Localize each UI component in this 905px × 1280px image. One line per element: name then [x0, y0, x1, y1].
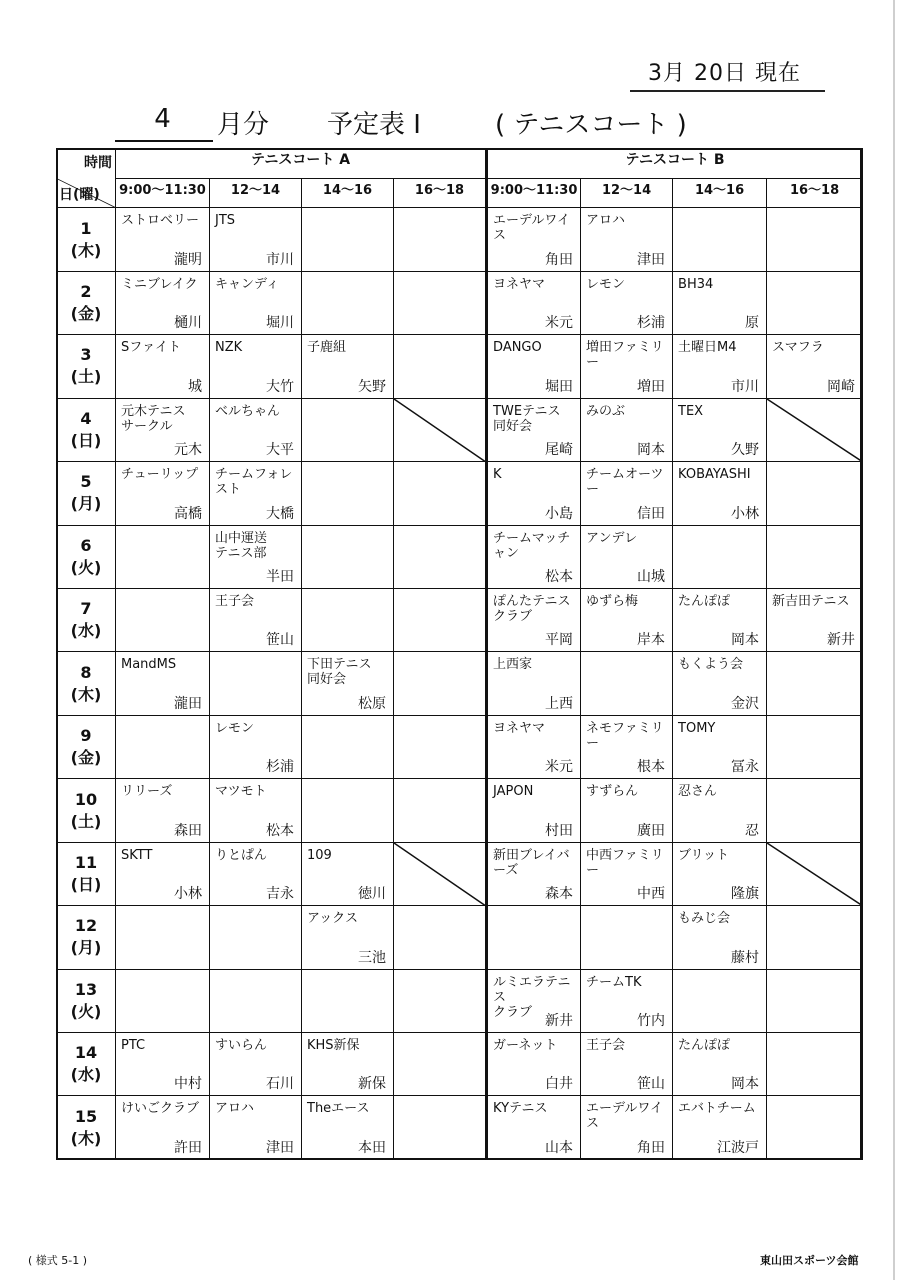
day-weekday: (土) — [70, 367, 102, 387]
team-name: リリーズ — [121, 784, 173, 800]
representative-name: 冨永 — [731, 759, 760, 776]
team-name: ベルちゃん — [215, 403, 281, 419]
representative-name: 米元 — [545, 315, 574, 332]
as-of-date-underline — [630, 90, 825, 92]
day-number: 7 — [80, 599, 92, 619]
representative-name: 上西 — [545, 695, 574, 712]
team-name: BH34 — [678, 276, 714, 292]
representative-name: 原 — [745, 315, 760, 332]
day-weekday: (木) — [70, 240, 102, 260]
representative-name: 小島 — [545, 505, 574, 522]
slot-header-a-3: 14～16 — [302, 178, 394, 208]
representative-name: 三池 — [358, 949, 386, 966]
day-number: 3 — [80, 345, 92, 365]
day-number: 11 — [74, 852, 98, 872]
day-weekday: (月) — [70, 938, 102, 958]
representative-name: 信田 — [637, 505, 666, 522]
representative-name: 大橋 — [266, 505, 294, 522]
representative-name: 新井 — [827, 632, 856, 649]
representative-name: 吉永 — [266, 886, 294, 903]
team-name: 山中運送 テニス部 — [215, 530, 268, 561]
representative-name: 山本 — [545, 1140, 574, 1156]
representative-name: 米元 — [545, 759, 574, 776]
representative-name: 隆旗 — [731, 886, 760, 903]
day-weekday: (金) — [70, 748, 102, 768]
team-name: レモン — [586, 276, 626, 292]
day-number: 12 — [74, 916, 98, 936]
day-weekday: (火) — [70, 1001, 102, 1021]
team-name: TEX — [678, 403, 704, 419]
day-number: 15 — [74, 1106, 98, 1126]
team-name: スマフラ — [772, 340, 824, 356]
day-number: 9 — [80, 726, 92, 746]
team-name: たんぽぽ — [678, 593, 731, 609]
slot-header-b-4: 16～18 — [767, 178, 863, 208]
team-name: JAPON — [493, 784, 534, 800]
team-name: チームマッチャン — [493, 530, 571, 561]
representative-name: 岡本 — [731, 632, 760, 649]
representative-name: 石川 — [266, 1076, 294, 1093]
day-weekday: (日) — [70, 874, 102, 894]
team-name: 新吉田テニス — [772, 593, 850, 609]
team-name: NZK — [215, 340, 243, 356]
day-number: 2 — [80, 282, 92, 301]
slot-header-b-2: 12～14 — [581, 178, 673, 208]
representative-name: 城 — [188, 378, 202, 395]
day-weekday: (月) — [70, 494, 102, 514]
representative-name: 久野 — [731, 442, 760, 459]
team-name: PTC — [121, 1038, 146, 1054]
representative-name: 堀田 — [545, 378, 574, 395]
team-name: ストロベリー — [121, 213, 200, 229]
representative-name: 江波戸 — [717, 1140, 760, 1156]
day-number: 4 — [80, 408, 92, 428]
team-name: キャンディ — [215, 276, 279, 292]
representative-name: 松本 — [266, 822, 294, 839]
representative-name: 新保 — [358, 1076, 386, 1093]
day-number: 14 — [74, 1043, 98, 1063]
team-name: エーデルワイス — [586, 1101, 663, 1132]
representative-name: 松本 — [545, 568, 574, 585]
title-month: 4 — [154, 104, 171, 134]
team-name: TWEテニス 同好会 — [493, 403, 561, 434]
day-weekday: (木) — [70, 684, 102, 704]
team-name: ゆずら梅 — [586, 593, 639, 609]
day-number: 13 — [74, 979, 98, 999]
team-name: すずらん — [586, 784, 639, 800]
team-name: ヨネヤマ — [493, 276, 546, 292]
team-name: SKTT — [121, 847, 153, 863]
team-name: 土曜日M4 — [678, 340, 737, 356]
team-name: レモン — [215, 720, 255, 736]
team-name: KYテニス — [493, 1101, 548, 1117]
team-name: けいごクラブ — [121, 1101, 200, 1117]
representative-name: 尾崎 — [545, 442, 574, 459]
corner-day-label: 日(曜) — [59, 187, 100, 204]
day-weekday: (日) — [70, 430, 102, 450]
representative-name: 岡崎 — [827, 378, 856, 395]
form-number: ( 様式 5-1 ) — [28, 1254, 88, 1267]
team-name: 下田テニス 同好会 — [307, 657, 372, 688]
representative-name: 杉浦 — [637, 315, 666, 332]
representative-name: 笹山 — [637, 1076, 666, 1093]
representative-name: 津田 — [637, 251, 666, 268]
representative-name: 角田 — [637, 1140, 666, 1156]
team-name: ルミエラテニス クラブ — [493, 974, 571, 1020]
representative-name: 市川 — [731, 378, 760, 395]
team-name: 王子会 — [586, 1038, 626, 1054]
representative-name: 松原 — [358, 695, 386, 712]
team-name: ブリット — [678, 847, 729, 863]
representative-name: 角田 — [545, 251, 574, 268]
team-name: KOBAYASHI — [678, 467, 751, 483]
representative-name: 廣田 — [637, 822, 666, 839]
team-name: 増田ファミリー — [586, 340, 664, 371]
representative-name: 樋川 — [174, 315, 202, 332]
team-name: KHS新保 — [307, 1038, 360, 1054]
representative-name: 新井 — [545, 1013, 574, 1030]
team-name: チームフォレスト — [215, 467, 293, 498]
slot-header-b-3: 14～16 — [673, 178, 767, 208]
title-facility: ( テニスコート ) — [495, 110, 687, 140]
team-name: MandMS — [121, 657, 177, 673]
day-weekday: (水) — [70, 621, 102, 641]
representative-name: 村田 — [545, 822, 574, 839]
team-name: もくよう会 — [678, 657, 744, 673]
facility-name: 東山田スポーツ会館 — [760, 1254, 859, 1267]
team-name: K — [493, 467, 502, 483]
slot-header-a-2: 12～14 — [210, 178, 302, 208]
title-month-unit: 月分 — [217, 110, 270, 140]
representative-name: 金沢 — [731, 695, 760, 712]
day-number: 8 — [80, 662, 92, 682]
team-name: 王子会 — [215, 593, 255, 609]
representative-name: 大竹 — [266, 378, 294, 395]
representative-name: 市川 — [266, 251, 294, 268]
representative-name: 小林 — [174, 886, 202, 903]
representative-name: 小林 — [731, 505, 760, 522]
as-of-date-note: 3月 20日 現在 — [648, 61, 801, 86]
team-name: ぽんたテニス クラブ — [493, 593, 571, 624]
day-weekday: (金) — [70, 304, 102, 323]
team-name: 上西家 — [493, 657, 533, 673]
representative-name: 半田 — [266, 568, 294, 585]
document-title — [115, 104, 815, 144]
team-name: Theエース — [307, 1101, 370, 1117]
day-number: 10 — [74, 789, 98, 809]
representative-name: 藤村 — [731, 949, 760, 966]
team-name: JTS — [215, 213, 236, 229]
team-name: ヨネヤマ — [493, 720, 546, 736]
representative-name: 森田 — [174, 822, 202, 839]
representative-name: 中村 — [174, 1076, 202, 1093]
team-name: りとぱん — [215, 847, 268, 863]
representative-name: 元木 — [174, 442, 202, 459]
representative-name: 瀧田 — [174, 695, 202, 712]
team-name: 元木テニス サークル — [121, 403, 186, 434]
representative-name: 堀川 — [266, 315, 294, 332]
representative-name: 徳川 — [358, 886, 386, 903]
day-weekday: (水) — [70, 1065, 102, 1085]
day-number: 1 — [80, 218, 92, 238]
representative-name: 岸本 — [637, 632, 666, 649]
slot-header-a-1: 9:00～11:30 — [116, 178, 210, 208]
day-weekday: (火) — [70, 557, 102, 577]
team-name: マツモト — [215, 784, 267, 800]
day-number: 6 — [80, 535, 92, 555]
team-name: たんぽぽ — [678, 1038, 731, 1054]
team-name: 新田ブレイバーズ — [493, 847, 570, 878]
title-schedule-label: 予定表 Ⅰ — [327, 110, 421, 140]
representative-name: 岡本 — [731, 1076, 760, 1093]
team-name: ガーネット — [493, 1038, 558, 1054]
team-name: アロハ — [586, 213, 626, 229]
representative-name: 根本 — [637, 759, 666, 776]
representative-name: 平岡 — [545, 632, 574, 649]
representative-name: 矢野 — [358, 378, 386, 395]
team-name: DANGO — [493, 340, 542, 356]
representative-name: 許田 — [174, 1140, 202, 1156]
team-name: みのぶ — [586, 403, 626, 419]
representative-name: 杉浦 — [266, 759, 294, 776]
corner-time-label: 時間 — [84, 155, 112, 171]
team-name: ネモファミリー — [586, 720, 664, 751]
representative-name: 白井 — [545, 1076, 574, 1093]
representative-name: 高橋 — [174, 505, 202, 522]
team-name: チューリップ — [121, 467, 199, 483]
day-number: 5 — [80, 472, 92, 492]
representative-name: 増田 — [637, 378, 666, 395]
representative-name: 竹内 — [637, 1013, 666, 1030]
team-name: もみじ会 — [678, 911, 731, 927]
representative-name: 忍 — [745, 822, 760, 839]
slot-header-b-1: 9:00～11:30 — [487, 178, 581, 208]
page-edge — [893, 0, 895, 1280]
team-name: 子鹿組 — [307, 340, 347, 356]
representative-name: 岡本 — [637, 442, 666, 459]
representative-name: 大平 — [266, 442, 294, 459]
table-outer-border — [56, 148, 862, 1160]
team-name: アロハ — [215, 1101, 255, 1117]
representative-name: 笹山 — [266, 632, 294, 649]
team-name: アックス — [307, 911, 358, 927]
representative-name: 津田 — [266, 1140, 294, 1156]
team-name: Sファイト — [121, 340, 181, 356]
team-name: 中西ファミリー — [586, 847, 664, 878]
team-name: エバトチーム — [678, 1101, 756, 1117]
team-name: 忍さん — [678, 784, 718, 800]
team-name: 109 — [307, 847, 332, 863]
team-name: すいらん — [215, 1038, 268, 1054]
representative-name: 中西 — [637, 886, 666, 903]
day-weekday: (土) — [70, 811, 102, 831]
representative-name: 本田 — [358, 1140, 386, 1156]
day-weekday: (木) — [70, 1128, 102, 1148]
team-name: チームオーツー — [586, 467, 664, 498]
slot-header-a-4: 16～18 — [394, 178, 487, 208]
representative-name: 山城 — [637, 568, 666, 585]
court-b-header: テニスコート B — [487, 149, 863, 179]
team-name: TOMY — [678, 720, 716, 736]
representative-name: 瀧明 — [174, 251, 202, 268]
team-name: エーデルワイス — [493, 213, 570, 244]
team-name: チームTK — [586, 974, 642, 990]
representative-name: 森本 — [545, 886, 574, 903]
title-month-underline — [115, 140, 213, 142]
team-name: アンデレ — [586, 530, 638, 546]
court-a-header: テニスコート A — [116, 149, 487, 179]
team-name: ミニブレイク — [121, 276, 198, 292]
